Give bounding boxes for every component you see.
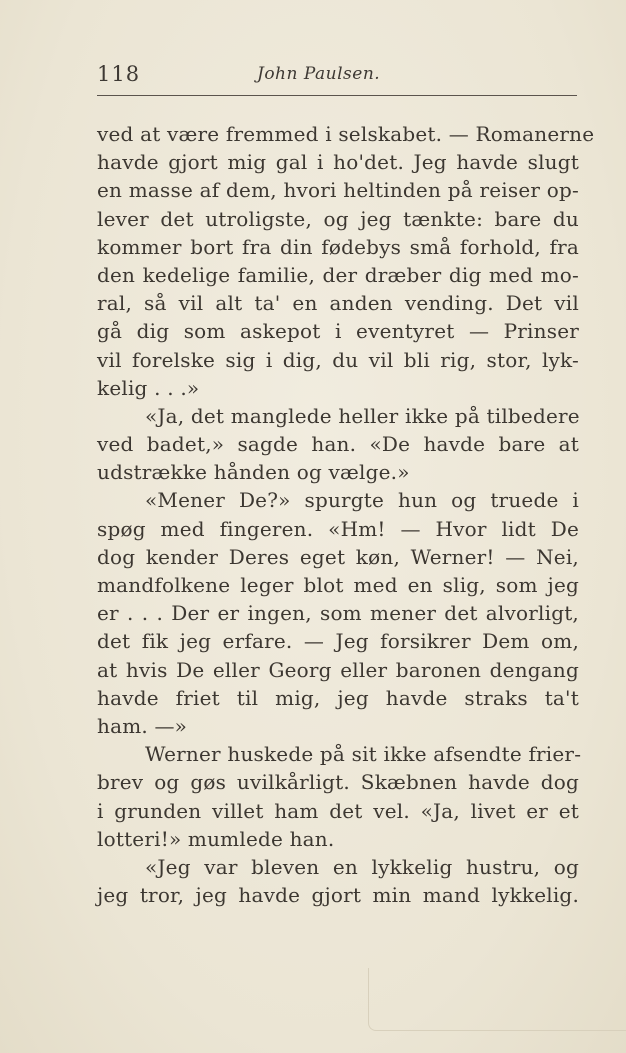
text-line: udstrække hånden og vælge.» bbox=[97, 460, 410, 485]
text-line: ved badet,» sagde han. «De havde bare at bbox=[97, 432, 579, 457]
text-line: ham. —» bbox=[97, 713, 188, 738]
text-line: spøg med fingeren. «Hm! — Hvor lidt De bbox=[97, 516, 579, 541]
text-line: ral, så vil alt ta' en anden vending. Det vil bbox=[97, 291, 579, 316]
running-title: John Paulsen. bbox=[257, 64, 381, 84]
text-line: kelig . . .» bbox=[97, 375, 200, 400]
text-line: jeg tror, jeg havde gjort min mand lykkelig. bbox=[97, 883, 579, 908]
text-line: lotteri!» mumlede han. bbox=[97, 826, 335, 851]
text-line: Werner huskede på sit ikke afsendte frier- bbox=[145, 742, 582, 767]
body-text bbox=[97, 120, 595, 909]
text-line: gå dig som askepot i eventyret — Prinser bbox=[97, 319, 579, 344]
text-line: det fik jeg erfare. — Jeg forsikrer Dem om, bbox=[97, 629, 579, 654]
page-edge-mark bbox=[368, 968, 626, 1031]
text-line: en masse af dem, hvori heltinden på reiser op- bbox=[97, 178, 579, 203]
page-header bbox=[97, 62, 577, 92]
text-line: at hvis De eller Georg eller baronen dengang bbox=[97, 657, 579, 682]
text-line: havde friet til mig, jeg havde straks ta't bbox=[97, 685, 579, 710]
header-rule bbox=[97, 95, 577, 96]
text-line: «Jeg var bleven en lykkelig hustru, og bbox=[145, 854, 579, 879]
text-line: i grunden villet ham det vel. «Ja, livet er et bbox=[97, 798, 579, 823]
text-line: kommer bort fra din fødebys små forhold, fra bbox=[97, 234, 579, 259]
text-line: lever det utroligste, og jeg tænkte: bare du bbox=[97, 206, 579, 231]
text-line: «Ja, det manglede heller ikke på tilbedere bbox=[145, 403, 580, 428]
text-line: er . . . Der er ingen, som mener det alvorligt, bbox=[97, 601, 579, 626]
text-line: ved at være fremmed i selskabet. — Romanerne bbox=[97, 122, 595, 146]
text-line: vil forelske sig i dig, du vil bli rig, stor, lyk- bbox=[97, 347, 579, 372]
text-line: havde gjort mig gal i ho'det. Jeg havde slugt bbox=[97, 150, 579, 175]
text-line: mandfolkene leger blot med en slig, som jeg bbox=[97, 573, 579, 597]
text-line: «Mener De?» spurgte hun og truede i bbox=[145, 488, 579, 513]
text-line: dog kender Deres eget køn, Werner! — Nei, bbox=[97, 544, 579, 569]
page-number: 118 bbox=[97, 62, 141, 86]
text-line: den kedelige familie, der dræber dig med mo- bbox=[97, 262, 579, 287]
text-line: brev og gøs uvilkårligt. Skæbnen havde dog bbox=[97, 770, 579, 795]
